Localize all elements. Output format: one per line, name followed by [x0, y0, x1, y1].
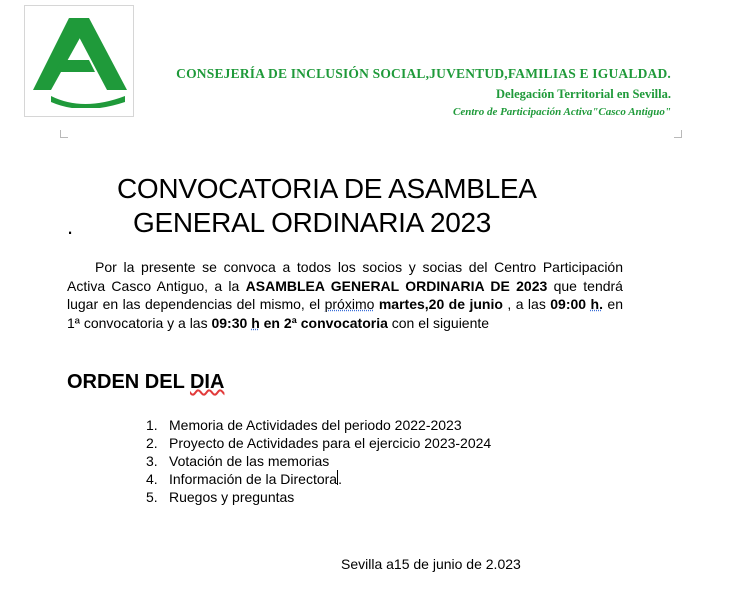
header-delegation: Delegación Territorial en Sevilla.: [496, 87, 671, 101]
para-bold-date: martes,20 de junio: [378, 296, 503, 312]
para-word-proximo: próximo: [324, 296, 375, 312]
para-text-5: con el siguiente: [387, 314, 490, 331]
para-text-1: Por la presente se convoca a todos los socios y socias del Centro Participación Activa Casco Antiguo, a la: [67, 259, 623, 294]
item-text: Proyecto de Actividades para el ejercicio 2023-2024: [169, 435, 492, 451]
signoff-date: Sevilla a15 de junio de 2.023: [341, 556, 521, 572]
document-title-line2: GENERAL ORDINARIA 2023: [133, 207, 492, 238]
item-text: Memoria de Actividades del periodo 2022-2023: [169, 417, 462, 433]
para-bold-h2: h: [251, 314, 260, 331]
title-stray-dot: .: [67, 214, 74, 239]
list-item: [146, 470, 491, 488]
agenda-heading-text: ORDEN DEL: [67, 371, 190, 393]
agenda-heading: [67, 371, 224, 394]
para-text-3: , a las: [502, 296, 551, 312]
list-item: [146, 416, 491, 434]
item-text-tail: .: [338, 471, 342, 487]
list-item: [146, 488, 491, 506]
item-text: Ruegos y preguntas: [169, 489, 295, 505]
margin-corner-left: [60, 130, 68, 138]
item-text: Votación de las memorias: [169, 453, 330, 469]
item-number: 2.: [146, 435, 158, 451]
header-center: Centro de Participación Activa"Casco Antiguo": [453, 106, 671, 118]
item-text: Información de la Directora: [169, 471, 338, 487]
item-number: 1.: [146, 417, 158, 433]
list-item: [146, 452, 491, 470]
junta-andalucia-logo-icon: [33, 16, 127, 108]
document-title-line1: CONVOCATORIA DE ASAMBLEA: [117, 173, 537, 204]
item-number: 5.: [146, 489, 158, 505]
para-bold-assembly: ASAMBLEA GENERAL ORDINARIA DE 2023: [245, 277, 548, 294]
item-number: 4.: [146, 471, 158, 487]
para-bold-h1: h.: [590, 296, 603, 312]
header-ministry: CONSEJERÍA DE INCLUSIÓN SOCIAL,JUVENTUD,FAMILIAS E IGUALDAD.: [176, 66, 671, 81]
margin-corner-right: [674, 130, 682, 138]
para-text-4: en 1ª convocatoria y a las: [67, 296, 624, 331]
item-number: 3.: [146, 453, 158, 469]
logo-frame: [24, 5, 134, 117]
para-bold-time1: 09:00: [550, 296, 587, 312]
list-item: [146, 434, 491, 452]
para-bold-second-call: en 2ª convocatoria: [263, 314, 388, 331]
para-text-2: que tendrá lugar en las dependencias del mismo, el: [67, 277, 623, 312]
para-bold-time2: 09:30: [211, 314, 248, 331]
convocation-paragraph: [67, 258, 623, 332]
agenda-list: [146, 416, 491, 506]
agenda-heading-dia: DIA: [189, 371, 225, 393]
